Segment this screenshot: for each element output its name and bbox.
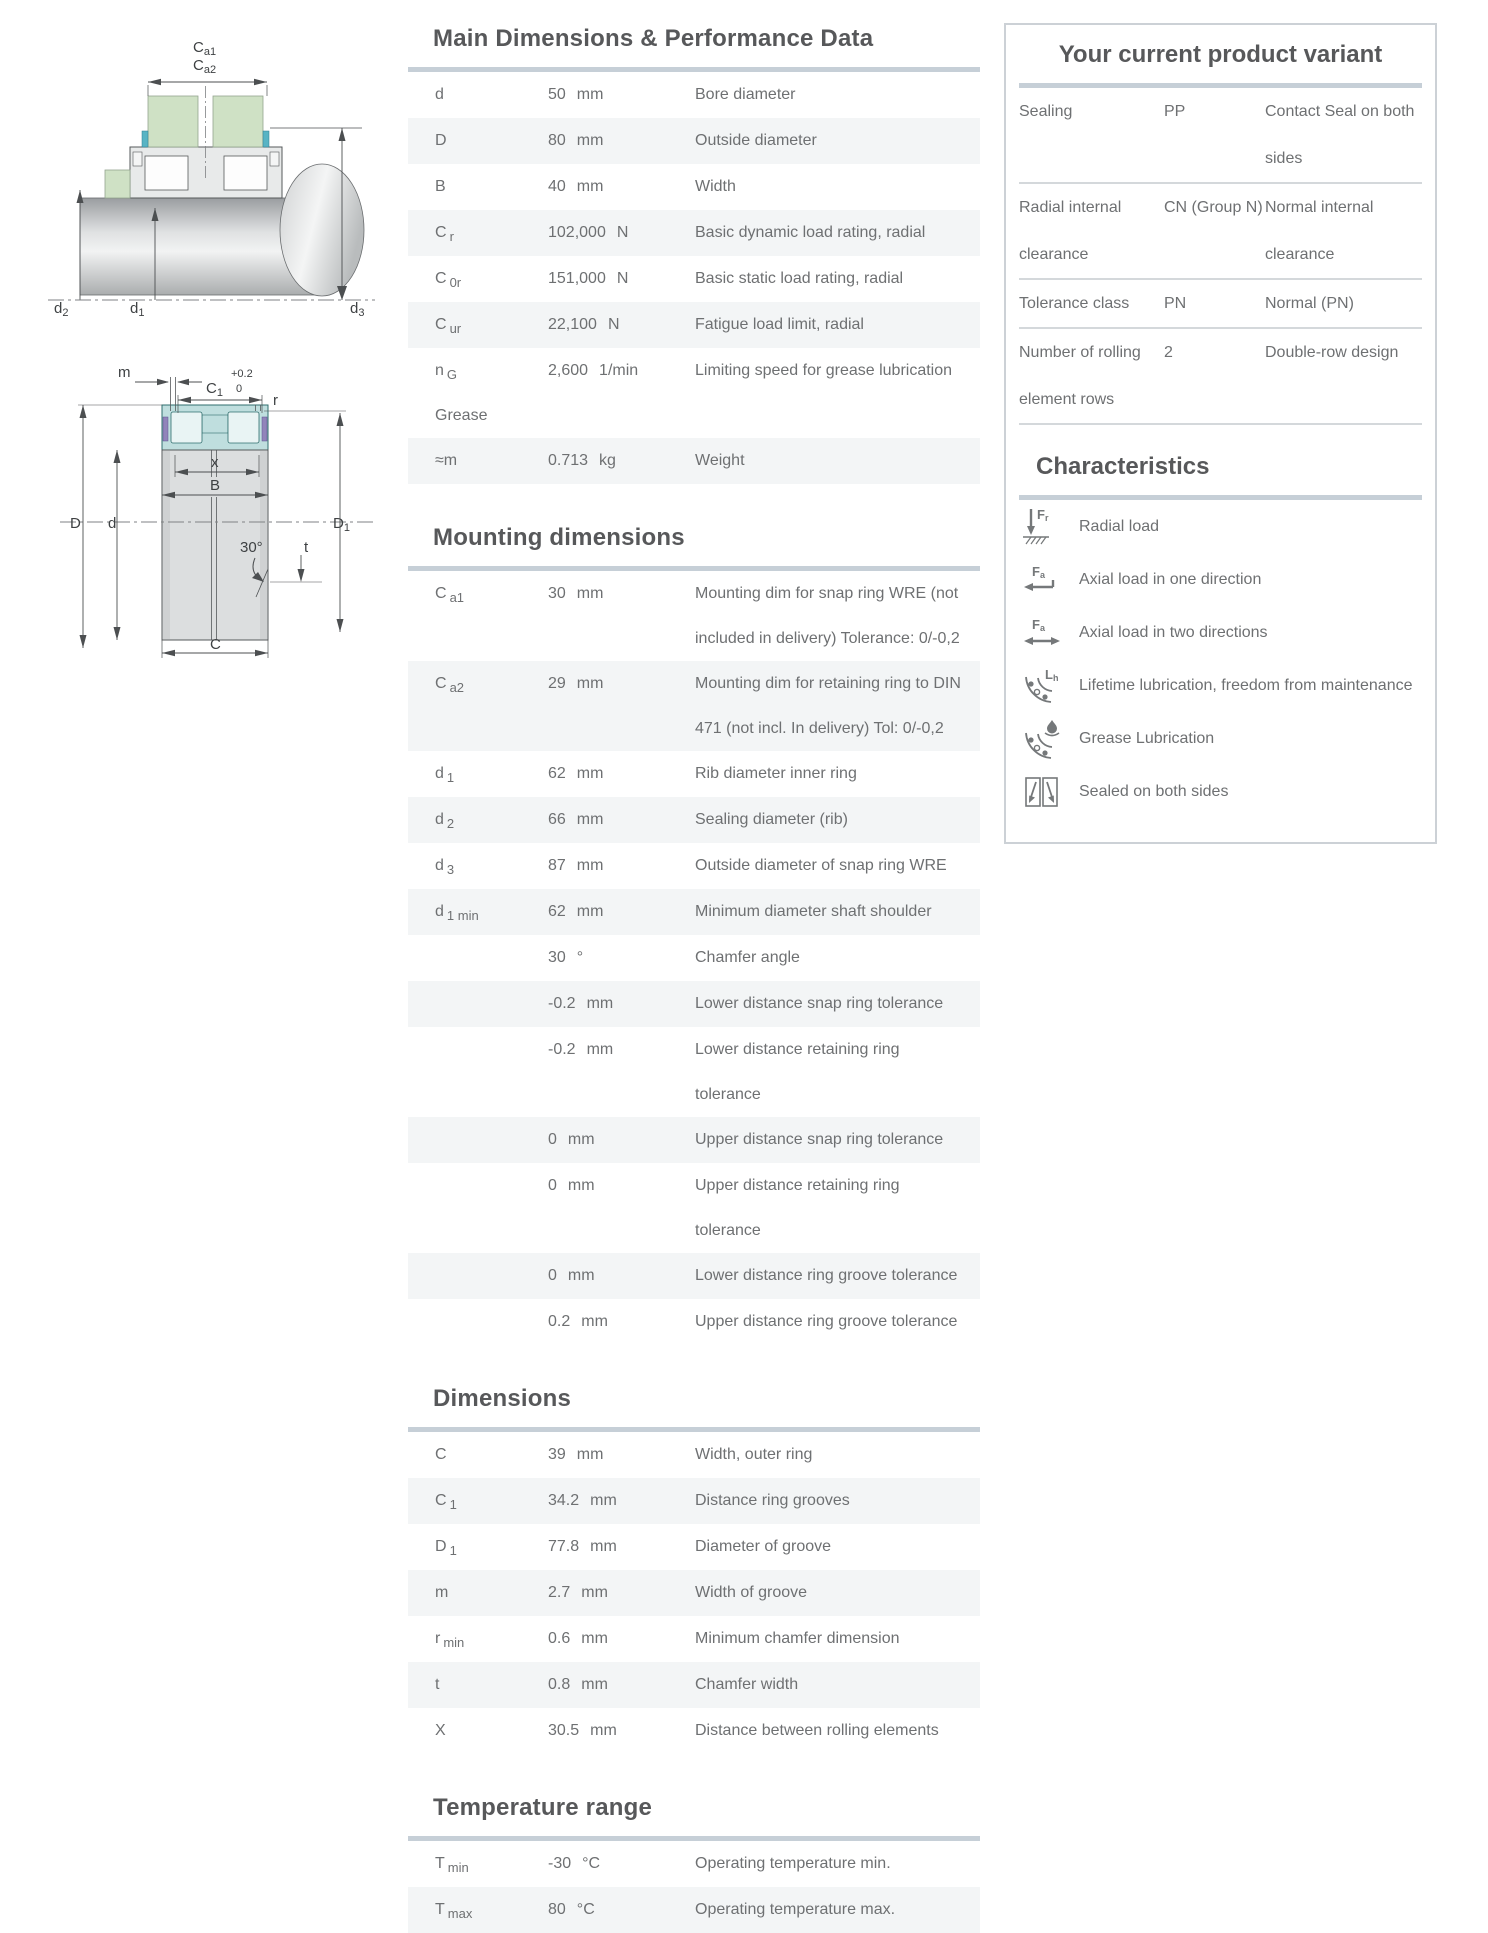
row-description: Width, outer ring [695, 1446, 813, 1463]
row-symbol: C $_{a1}$ [435, 585, 465, 605]
row-description: Upper distance retaining ring tolerance [695, 1177, 900, 1239]
row-value: 40 mm [548, 178, 604, 195]
technical-drawing-bottom [30, 355, 380, 690]
row-description: Outside diameter of snap ring WRE [695, 857, 947, 874]
row-symbol: D $_1$ [435, 1538, 457, 1558]
row-description: Minimum chamfer dimension [695, 1630, 900, 1647]
section-roller-left [171, 412, 202, 443]
row-description: Operating temperature max. [695, 1901, 896, 1918]
variant-row [1006, 329, 1435, 423]
row-description: Distance between rolling elements [695, 1722, 939, 1739]
table-row [408, 72, 980, 118]
row-description: Chamfer angle [695, 949, 800, 966]
row-symbol: m [435, 1584, 449, 1601]
row-value: 151,000 N [548, 270, 629, 287]
table-row [408, 1708, 980, 1754]
row-description: Rib diameter inner ring [695, 765, 857, 782]
radial-load-icon [1019, 506, 1065, 548]
row-description: Width of groove [695, 1584, 808, 1601]
row-symbol: C $_{a2}$ [435, 675, 465, 695]
row-value: 0.6 mm [548, 1630, 608, 1647]
table-section [408, 25, 980, 484]
table-row [408, 981, 980, 1027]
row-symbol [408, 1163, 548, 1208]
characteristic-item [1006, 765, 1435, 818]
row-description: Chamfer width [695, 1676, 799, 1693]
characteristic-item [1006, 500, 1435, 553]
characteristic-item [1006, 659, 1435, 712]
row-description: Sealing diameter (rib) [695, 811, 848, 828]
table-row [408, 843, 980, 889]
characteristics-list [1006, 500, 1435, 818]
table-row [408, 935, 980, 981]
variant-row-description: Normal internal clearance [1265, 199, 1374, 263]
row-symbol: C [435, 1446, 447, 1463]
dim-label-d3: $d_3$ [350, 300, 365, 319]
variant-row [1006, 88, 1435, 182]
row-value: 2,600 1/min [548, 362, 639, 379]
row-value: 0 mm [548, 1131, 595, 1148]
table-row [408, 1299, 980, 1345]
table-row [408, 1253, 980, 1299]
row-description: Upper distance ring groove tolerance [695, 1313, 958, 1330]
variant-row-label: Tolerance class [1019, 295, 1130, 312]
table-row [408, 1570, 980, 1616]
dim-label-d1-groove: $D_1$ [333, 515, 350, 534]
characteristic-item [1006, 606, 1435, 659]
row-description: Fatigue load limit, radial [695, 316, 864, 333]
lifetime-lubrication-icon [1019, 667, 1065, 705]
row-symbol: d $_2$ [435, 811, 455, 831]
tables-column [408, 25, 980, 1933]
dim-label-angle: 30° [240, 539, 263, 556]
row-description: Operating temperature min. [695, 1855, 891, 1872]
housing-block-right [213, 96, 263, 147]
row-symbol [408, 1299, 548, 1344]
row-value: 87 mm [548, 857, 604, 874]
dim-label-b: B [210, 477, 221, 494]
row-symbol: C $_1$ [435, 1492, 457, 1512]
table-row [408, 1887, 980, 1933]
row-symbol: d $_3$ [435, 857, 455, 877]
row-value: 62 mm [548, 765, 604, 782]
dim-label-c1: $C_1$ [206, 380, 223, 399]
row-description: Upper distance snap ring tolerance [695, 1131, 944, 1148]
variant-panel-title: Your current product variant [1058, 41, 1383, 68]
variant-row-label: Sealing [1019, 103, 1073, 120]
section-seal-right [262, 417, 267, 441]
variant-row-description: Normal (PN) [1265, 295, 1354, 312]
dim-label-x: x [211, 454, 219, 471]
shaft-end-cap [280, 164, 364, 296]
row-symbol: C $_r$ [435, 224, 454, 244]
table-row [408, 889, 980, 935]
seal-left [142, 131, 148, 147]
row-value: 2.7 mm [548, 1584, 608, 1601]
row-description: Diameter of groove [695, 1538, 832, 1555]
row-value: 30 ° [548, 949, 584, 966]
dim-label-d-bore: d [108, 515, 117, 532]
row-symbol: d $_1$ [435, 765, 455, 785]
product-variant-panel [1004, 23, 1437, 844]
roller-left [145, 156, 188, 190]
row-value: 0.713 kg [548, 452, 616, 469]
characteristic-label: Axial load in two directions [1079, 623, 1268, 641]
variant-row-description: Contact Seal on both sides [1265, 103, 1415, 167]
table-row [408, 164, 980, 210]
variant-row [1006, 184, 1435, 278]
row-description: Mounting dim for snap ring WRE (not included in delivery) Tolerance: 0/-0,2 [695, 585, 960, 647]
row-description: Weight [695, 452, 745, 469]
table-row [408, 1117, 980, 1163]
dim-tolerance-lower: 0 [236, 383, 243, 395]
row-symbol: C $_{ur}$ [435, 316, 462, 336]
table-row [408, 256, 980, 302]
row-description: Basic dynamic load rating, radial [695, 224, 926, 241]
variant-row-value: 2 [1164, 344, 1173, 361]
row-description: Minimum diameter shaft shoulder [695, 903, 932, 920]
table-row [408, 751, 980, 797]
section-rows [408, 1841, 980, 1933]
characteristics-title: Characteristics [1036, 453, 1210, 480]
row-value: 22,100 N [548, 316, 620, 333]
section-title: Mounting dimensions [433, 524, 685, 551]
dim-label-d1: $d_1$ [130, 300, 145, 319]
technical-drawings [30, 30, 380, 710]
seal-right [263, 131, 269, 147]
row-value: 0 mm [548, 1177, 595, 1194]
row-symbol-line2: Grease [435, 407, 488, 424]
row-symbol: T $_{min}$ [435, 1855, 469, 1875]
variant-row-label: Radial internal clearance [1019, 199, 1122, 263]
table-row [408, 302, 980, 348]
row-description: Distance ring grooves [695, 1492, 850, 1509]
table-section [408, 1794, 980, 1933]
characteristic-label: Radial load [1079, 517, 1160, 535]
row-symbol: ≈m [435, 452, 458, 469]
variant-row-description: Double-row design [1265, 344, 1399, 361]
roller-right [224, 156, 267, 190]
dim-label-r: r [273, 392, 278, 409]
table-row [408, 797, 980, 843]
row-value: 39 mm [548, 1446, 604, 1463]
row-value: 0 mm [548, 1267, 595, 1284]
variant-row-value: CN (Group N) [1164, 199, 1263, 216]
section-title: Temperature range [433, 1794, 653, 1821]
row-symbol [408, 935, 548, 980]
table-row [408, 1163, 980, 1253]
shoulder-block-left [105, 170, 130, 198]
row-symbol: T $_{max}$ [435, 1901, 473, 1921]
row-description: Outside diameter [695, 132, 817, 149]
row-symbol [408, 1253, 548, 1298]
grease-lubrication-icon [1019, 719, 1065, 759]
dim-label-c: C [210, 636, 221, 653]
dim-label-m: m [118, 364, 131, 381]
row-symbol: n $_G$ Grease [408, 348, 548, 438]
row-symbol: d [435, 86, 444, 103]
row-description: Mounting dim for retaining ring to DIN 471 (not incl. In delivery) Tol: 0/-0,2 [695, 675, 961, 737]
characteristic-label: Lifetime lubrication, freedom from maintenance [1079, 676, 1413, 694]
table-row [408, 1524, 980, 1570]
row-symbol [408, 981, 548, 1026]
row-value: 30.5 mm [548, 1722, 617, 1739]
table-row [408, 438, 980, 484]
row-value: -30 °C [548, 1855, 601, 1872]
characteristic-label: Grease Lubrication [1079, 729, 1215, 747]
axial-load-one-direction-icon [1019, 562, 1065, 598]
row-description: Bore diameter [695, 86, 796, 103]
table-row [408, 1478, 980, 1524]
variant-table-closing-separator [1019, 423, 1422, 425]
row-value: 0.2 mm [548, 1313, 608, 1330]
row-value: 66 mm [548, 811, 604, 828]
section-rows [408, 72, 980, 484]
row-value: 102,000 N [548, 224, 629, 241]
row-symbol: r $_{min}$ [435, 1630, 465, 1650]
table-section [408, 1385, 980, 1754]
characteristic-label: Axial load in one direction [1079, 570, 1262, 588]
table-row [408, 1616, 980, 1662]
dim-label-ca2: $C_{a2}$ [193, 57, 217, 76]
dim-label-t: t [304, 539, 309, 556]
table-row [408, 210, 980, 256]
row-symbol [408, 1117, 548, 1162]
section-rows [408, 571, 980, 1345]
row-symbol: D [435, 132, 447, 149]
section-title: Main Dimensions & Performance Data [433, 25, 874, 52]
dim-label-d-outer: D [70, 515, 81, 532]
row-value: 34.2 mm [548, 1492, 617, 1509]
row-symbol: B [435, 178, 446, 195]
table-row [408, 1432, 980, 1478]
characteristic-item [1006, 553, 1435, 606]
row-description: Lower distance snap ring tolerance [695, 995, 944, 1012]
row-description: Lower distance ring groove tolerance [695, 1267, 958, 1284]
dim-label-ca1: $C_{a1}$ [193, 39, 217, 58]
row-value: 62 mm [548, 903, 604, 920]
sealed-both-sides-icon [1019, 773, 1065, 811]
section-roller-right [228, 412, 259, 443]
table-row [408, 1841, 980, 1887]
row-value: 80 °C [548, 1901, 595, 1918]
table-row [408, 1027, 980, 1117]
variant-row-label: Number of rolling element rows [1019, 344, 1141, 408]
row-symbol [408, 1027, 548, 1072]
row-value: -0.2 mm [548, 995, 614, 1012]
row-value: 50 mm [548, 86, 604, 103]
row-symbol: X [435, 1722, 446, 1739]
svg-text:Fa: Fa [1032, 563, 1045, 580]
row-description: Basic static load rating, radial [695, 270, 904, 287]
variant-row-value: PN [1164, 295, 1187, 312]
row-symbol: t [435, 1676, 440, 1693]
housing-block-left [148, 96, 198, 147]
row-description: Limiting speed for grease lubrication [695, 362, 953, 379]
axial-load-two-directions-icon [1019, 615, 1065, 651]
table-section [408, 524, 980, 1345]
table-row [408, 1662, 980, 1708]
variant-row [1006, 280, 1435, 327]
characteristic-item [1006, 712, 1435, 765]
row-value: 29 mm [548, 675, 604, 692]
dim-tolerance-upper: +0.2 [231, 368, 253, 380]
row-symbol: d $_{1 min}$ [435, 903, 479, 923]
variant-row-value: PP [1164, 103, 1186, 120]
table-row [408, 661, 980, 751]
section-rows [408, 1432, 980, 1754]
variant-rows [1006, 88, 1435, 425]
row-symbol: C $_{0r}$ [435, 270, 462, 290]
table-row [408, 118, 980, 164]
technical-drawing-top [30, 30, 380, 330]
row-value: 30 mm [548, 585, 604, 602]
section-seal-left [163, 417, 168, 441]
section-title: Dimensions [433, 1385, 572, 1412]
svg-text:Fa: Fa [1032, 616, 1045, 633]
row-value: 77.8 mm [548, 1538, 617, 1555]
svg-text:Fr: Fr [1037, 506, 1049, 523]
table-row [408, 571, 980, 661]
row-value: 0.8 mm [548, 1676, 608, 1693]
svg-text:Lh: Lh [1045, 666, 1059, 683]
table-row [408, 348, 980, 438]
dim-label-d2: $d_2$ [54, 300, 69, 319]
row-value: -0.2 mm [548, 1041, 614, 1058]
row-description: Lower distance retaining ring tolerance [695, 1041, 900, 1103]
row-value: 80 mm [548, 132, 604, 149]
characteristic-label: Sealed on both sides [1079, 782, 1229, 800]
row-description: Width [695, 178, 736, 195]
